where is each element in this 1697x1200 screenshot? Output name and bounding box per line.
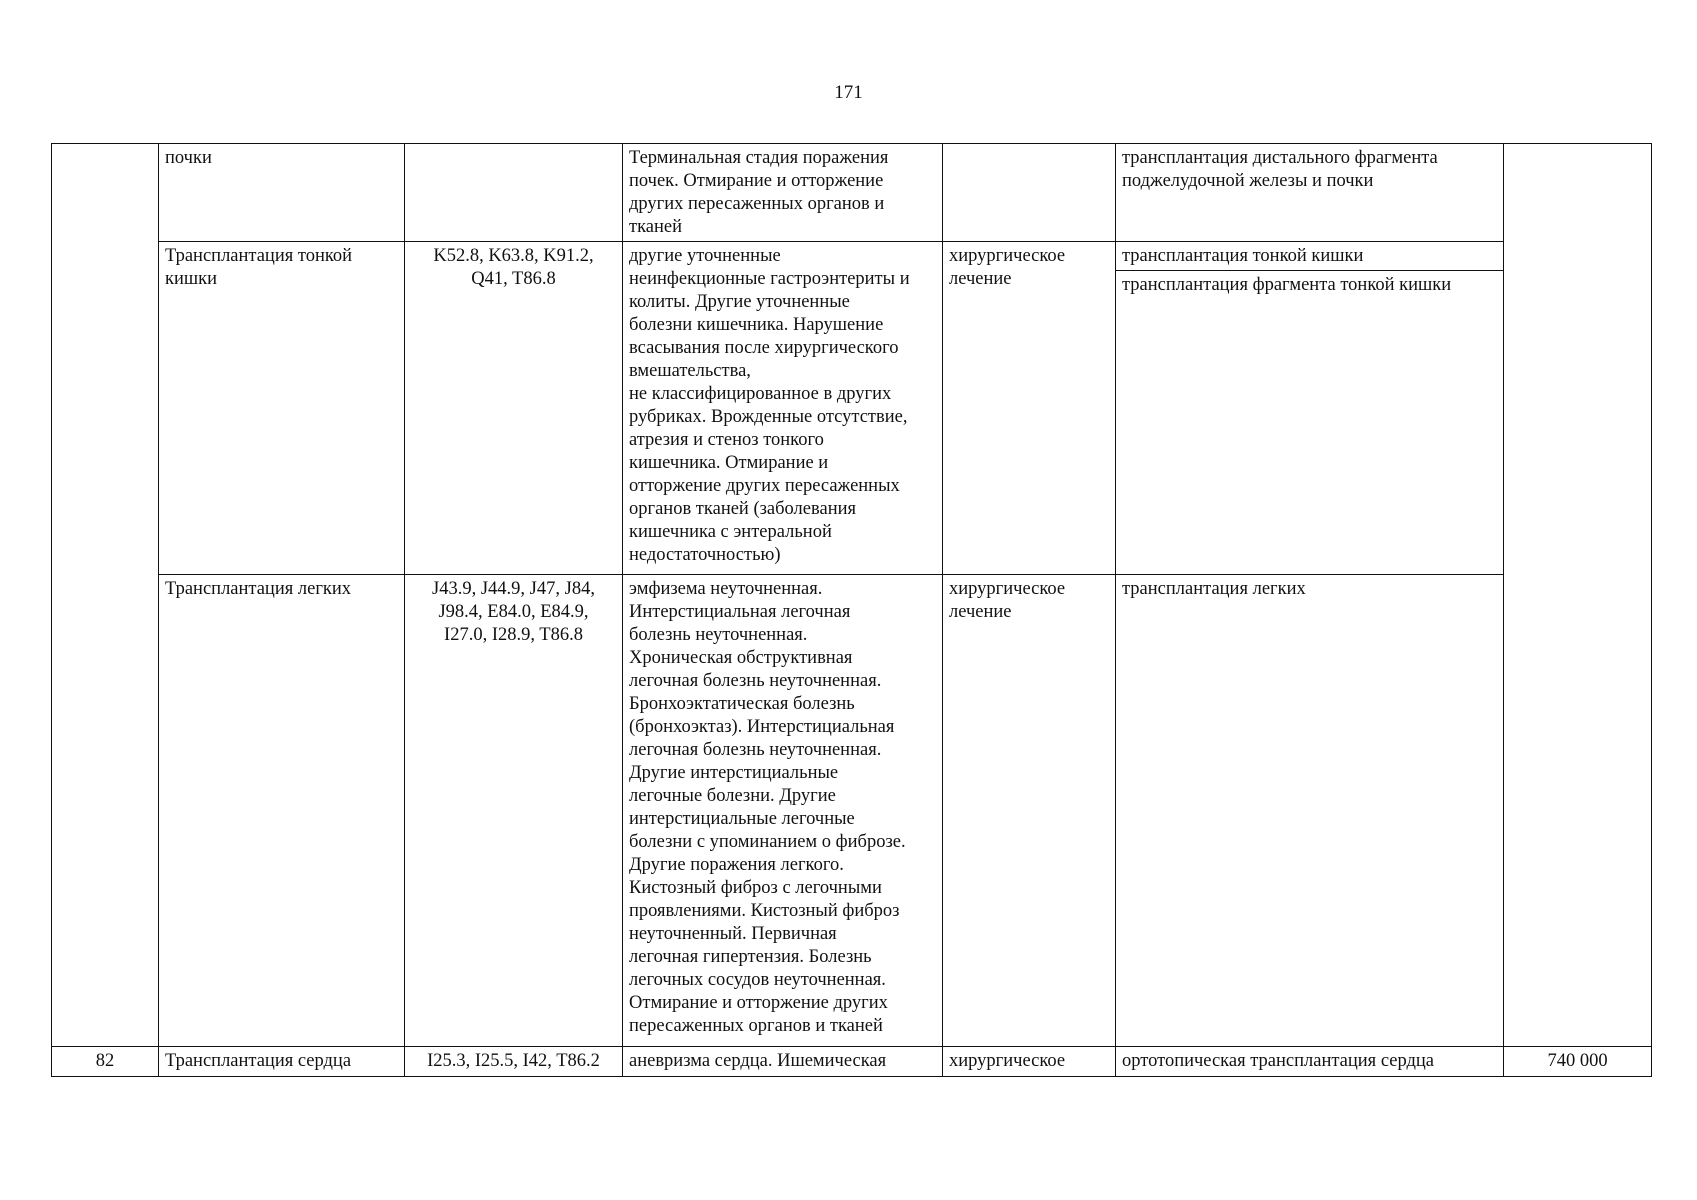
cost-cell	[1504, 144, 1652, 1047]
table-row	[52, 242, 1652, 271]
mkb-codes-cell: K52.8, K63.8, K91.2, Q41, T86.8	[405, 242, 623, 575]
treatment-type-cell: хирургическое лечение	[943, 242, 1116, 575]
procedure-name-cell: Трансплантация тонкой кишки	[159, 242, 405, 575]
procedure-name-cell: почки	[159, 144, 405, 242]
cost-cell: 740 000	[1504, 1047, 1652, 1077]
method-cell: трансплантация фрагмента тонкой кишки	[1116, 271, 1504, 575]
mkb-codes-cell: J43.9, J44.9, J47, J84, J98.4, E84.0, E84.9, I27.0, I28.9, T86.8	[405, 575, 623, 1047]
treatment-type-cell: хирургическое	[943, 1047, 1116, 1077]
method-cell: трансплантация тонкой кишки	[1116, 242, 1504, 271]
mkb-codes-cell	[405, 144, 623, 242]
procedure-name-cell: Трансплантация сердца	[159, 1047, 405, 1077]
table-row	[52, 1047, 1652, 1077]
method-cell: трансплантация легких	[1116, 575, 1504, 1047]
disease-model-cell: Терминальная стадия поражения почек. Отмирание и отторжение других пересаженных органов и тканей	[623, 144, 943, 242]
mkb-codes-cell: I25.3, I25.5, I42, T86.2	[405, 1047, 623, 1077]
table-row	[52, 575, 1652, 1047]
disease-model-cell: эмфизема неуточненная. Интерстициальная легочная болезнь неуточненная. Хроническая обструктивная легочная болезнь неуточненная. Бронхоэктатическая болезнь (бронхоэктаз). Интерстициальная легочная болезнь неуточненная. Другие интерстициальные легочные болезни. Другие интерстициальные легочные болезни с упоминанием о фиброзе. Другие поражения легкого. Кистозный фиброз с легочными проявлениями. Кистозный фиброз неуточненный. Первичная легочная гипертензия. Болезнь легочных сосудов неуточненная. Отмирание и отторжение других пересаженных органов и тканей	[623, 575, 943, 1047]
page-number: 171	[834, 82, 863, 103]
treatment-type-cell: хирургическое лечение	[943, 575, 1116, 1047]
table-row	[52, 144, 1652, 242]
procedure-name-cell: Трансплантация легких	[159, 575, 405, 1047]
disease-model-cell: аневризма сердца. Ишемическая	[623, 1047, 943, 1077]
method-cell: ортотопическая трансплантация сердца	[1116, 1047, 1504, 1077]
row-number-cell	[52, 144, 159, 1047]
medical-care-table	[51, 143, 1652, 1077]
disease-model-cell: другие уточненные неинфекционные гастроэнтериты и колиты. Другие уточненные болезни кишечника. Нарушение всасывания после хирургического вмешательства, не классифицированное в других рубриках. Врожденные отсутствие, атрезия и стеноз тонкого кишечника. Отмирание и отторжение других пересаженных органов тканей (заболевания кишечника с энтеральной недостаточностью)	[623, 242, 943, 575]
method-cell: трансплантация дистального фрагмента поджелудочной железы и почки	[1116, 144, 1504, 242]
treatment-type-cell	[943, 144, 1116, 242]
row-number-cell: 82	[52, 1047, 159, 1077]
